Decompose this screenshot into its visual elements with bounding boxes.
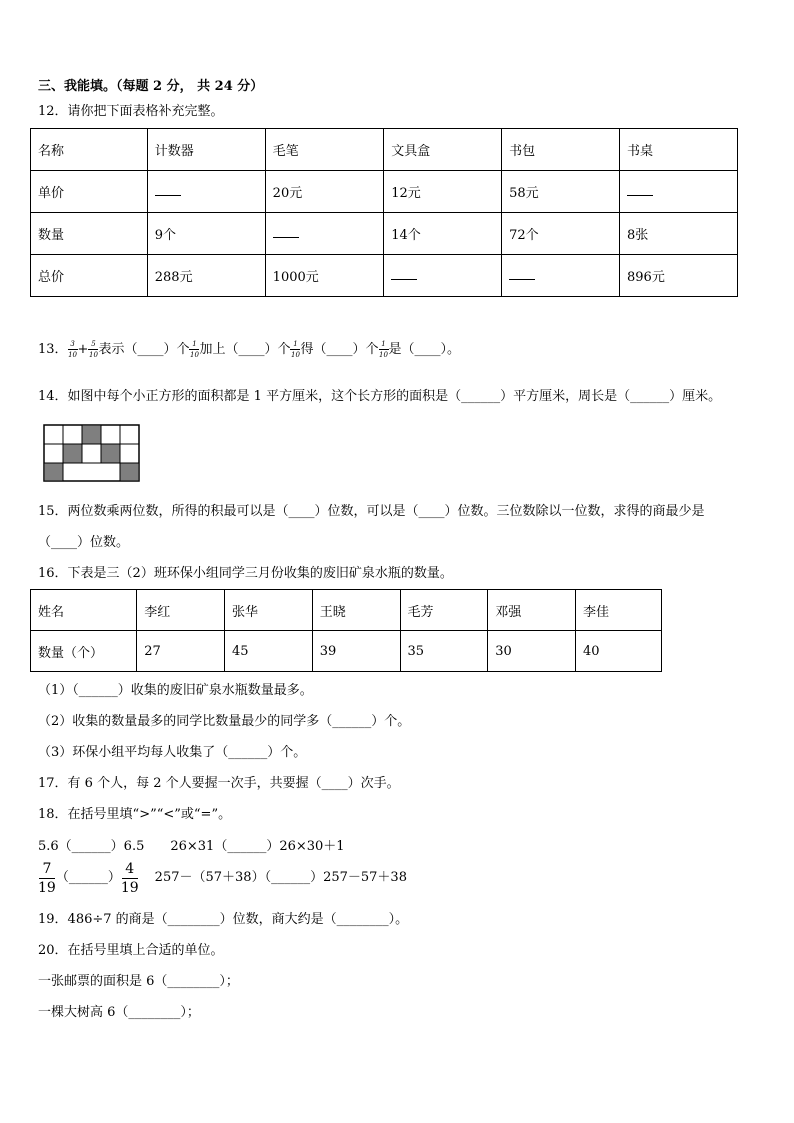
q14-grid-figure	[43, 424, 140, 482]
q16-value-cell: 39	[312, 631, 400, 672]
q12-cell	[384, 255, 502, 297]
q12-header-cell: 文具盒	[384, 129, 502, 171]
q16-value-cell: 35	[400, 631, 488, 672]
fraction-3-10: $\frac{3}{10}$	[68, 340, 77, 359]
q20-b: 一棵大树高 6（________）；	[38, 1005, 200, 1020]
q13-text-1: 表示（____）个	[98, 342, 190, 357]
q16-header-cell: 毛芳	[400, 590, 488, 631]
section-title: 三、我能填。（每题 2 分， 共 24 分）	[38, 79, 264, 94]
q12-header-cell: 名称	[31, 129, 148, 171]
answer-blank[interactable]	[391, 267, 417, 280]
fraction-4-19: $\frac{4}{19}$	[120, 860, 139, 896]
q12-cell: 20元	[265, 171, 384, 213]
q14-text: 14．如图中每个小正方形的面积都是 1 平方厘米，这个长方形的面积是（______）平方厘米，周长是（______）厘米。	[38, 389, 722, 404]
q13-text-2: 加上（____）个	[199, 342, 291, 357]
q12-cell	[502, 255, 620, 297]
q13-line	[38, 340, 460, 359]
q16-header-cell: 姓名	[31, 590, 137, 631]
q18-compare-blank: （______）	[55, 870, 121, 885]
q16-value-cell: 27	[137, 631, 225, 672]
q12-cell: 896元	[620, 255, 738, 297]
q13-text-3: 得（____）个	[300, 342, 379, 357]
q13-number: 13．	[38, 342, 68, 357]
q12-cell: 288元	[147, 255, 265, 297]
q12-cell: 72个	[502, 213, 620, 255]
q15-line1: 15．两位数乘两位数，所得的积最可以是（____）位数，可以是（____）位数。三位数除以一位数，求得的商最少是	[38, 504, 705, 519]
q16-table-row	[31, 590, 662, 631]
q12-cell: 9个	[147, 213, 265, 255]
fraction-5-10: $\frac{5}{10}$	[88, 340, 98, 359]
q16-prompt: 16．下表是三（2）班环保小组同学三月份收集的废旧矿泉水瓶的数量。	[38, 566, 453, 581]
q12-cell: 12元	[384, 171, 502, 213]
q16-sub1: （1）（______）收集的废旧矿泉水瓶数量最多。	[38, 683, 313, 698]
q12-cell: 58元	[502, 171, 620, 213]
fraction-1-10-b: $\frac{1}{10}$	[291, 340, 300, 359]
q12-header-cell: 书包	[502, 129, 620, 171]
answer-blank[interactable]	[627, 183, 653, 196]
fraction-1-10-a: $\frac{1}{10}$	[190, 340, 199, 359]
q16-header-cell: 张华	[225, 590, 313, 631]
q18-prompt: 18．在括号里填“>”“<”或“=”。	[38, 807, 232, 822]
q12-table-row	[31, 213, 738, 255]
q16-header-cell: 王晓	[312, 590, 400, 631]
q12-header-cell: 计数器	[147, 129, 265, 171]
q16-header-cell: 邓强	[488, 590, 576, 631]
q12-header-cell: 毛笔	[265, 129, 384, 171]
q12-prompt: 12．请你把下面表格补充完整。	[38, 104, 224, 119]
fraction-1-10-c: $\frac{1}{10}$	[379, 340, 388, 359]
q12-table-row	[31, 129, 738, 171]
q12-table	[30, 128, 738, 297]
q16-value-cell: 数量（个）	[31, 631, 137, 672]
q12-cell	[620, 171, 738, 213]
q16-table-row	[31, 631, 662, 672]
answer-blank[interactable]	[509, 267, 535, 280]
q20-a: 一张邮票的面积是 6（________）；	[38, 974, 239, 989]
q19-text: 19．486÷7 的商是（________）位数，商大约是（________）。	[38, 912, 409, 927]
q12-cell: 14个	[384, 213, 502, 255]
q12-header-cell: 书桌	[620, 129, 738, 171]
fraction-7-19: $\frac{7}{19}$	[38, 860, 56, 896]
q16-sub2: （2）收集的数量最多的同学比数量最少的同学多（______）个。	[38, 714, 411, 729]
q16-table	[30, 589, 662, 672]
q18-row1: 5.6（______）6.5 26×31（______）26×30＋1	[38, 839, 345, 854]
q16-value-cell: 40	[576, 631, 662, 672]
q17-text: 17．有 6 个人，每 2 个人要握一次手，共要握（____）次手。	[38, 776, 400, 791]
q15-line2: （____）位数。	[38, 535, 130, 550]
q12-table-row	[31, 255, 738, 297]
q20-prompt: 20．在括号里填上合适的单位。	[38, 943, 224, 958]
q12-cell: 数量	[31, 213, 148, 255]
q12-cell	[147, 171, 265, 213]
q16-header-cell: 李佳	[576, 590, 662, 631]
q16-value-cell: 30	[488, 631, 576, 672]
q16-sub3: （3）环保小组平均每人收集了（______）个。	[38, 745, 307, 760]
q18-row2-expression: 257－（57＋38）（______）257－57＋38	[154, 870, 407, 885]
q16-value-cell: 45	[225, 631, 313, 672]
answer-blank[interactable]	[155, 183, 181, 196]
q12-cell: 8张	[620, 213, 738, 255]
q12-cell: 单价	[31, 171, 148, 213]
q12-cell: 总价	[31, 255, 148, 297]
q16-header-cell: 李红	[137, 590, 225, 631]
q12-cell: 1000元	[265, 255, 384, 297]
q12-table-row	[31, 171, 738, 213]
q13-text-4: 是（____）。	[388, 342, 461, 357]
q12-cell	[265, 213, 384, 255]
answer-blank[interactable]	[273, 225, 299, 238]
q18-row2	[38, 860, 407, 897]
plus-sign: +	[77, 342, 89, 357]
